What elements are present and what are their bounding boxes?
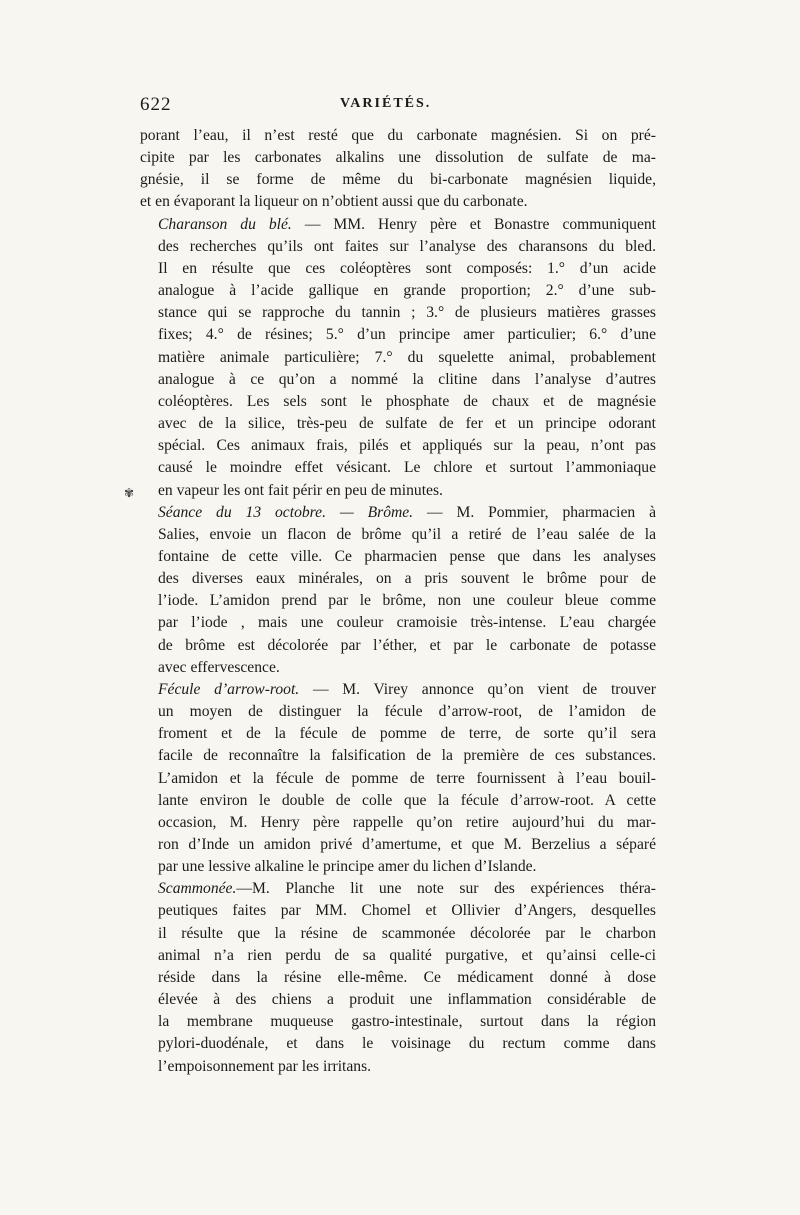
text-line bbox=[140, 302, 656, 324]
line-text: occasion, M. Henry père rappelle qu’on retire aujourd’hui du mar- bbox=[158, 813, 656, 831]
text-line bbox=[140, 324, 656, 346]
line-text: avec de la silice, très-peu de sulfate de fer et un principe odorant bbox=[158, 415, 656, 433]
line-text: lante environ le double de colle que la fécule d’arrow-root. A cette bbox=[158, 791, 656, 809]
line-text: analogue à l’acide gallique en grande proportion; 2.° d’une sub- bbox=[158, 282, 656, 300]
line-text: coléoptères. Les sels sont le phosphate de chaux et de magnésie bbox=[158, 392, 656, 410]
line-text: fixes; 4.° de résines; 5.° d’un principe amer particulier; 6.° d’une bbox=[158, 326, 656, 344]
line-text: de brôme est décolorée par l’éther, et par le carbonate de potasse bbox=[158, 636, 656, 654]
text-line bbox=[140, 1033, 656, 1055]
body-text bbox=[140, 125, 656, 1078]
line-text: Salies, envoie un flacon de brôme qu’il a retiré de l’eau salée de la bbox=[158, 525, 656, 543]
printer-mark-icon: ✾ bbox=[124, 486, 135, 500]
line-text: l’empoisonnement par les irritans. bbox=[158, 1057, 372, 1075]
line-text: la membrane muqueuse gastro-intestinale, surtout dans la région bbox=[158, 1013, 656, 1031]
text-line bbox=[140, 723, 656, 745]
line-text: un moyen de distinguer la fécule d’arrow-root, de l’amidon de bbox=[158, 703, 656, 721]
text-line bbox=[140, 945, 656, 967]
text-line bbox=[140, 834, 656, 856]
text-line bbox=[140, 369, 656, 391]
line-text: Il en résulte que ces coléoptères sont composés: 1.° d’un acide bbox=[158, 259, 656, 277]
line-text: — MM. Henry père et Bonastre communiquent bbox=[291, 215, 656, 233]
text-line bbox=[140, 169, 656, 191]
paragraph bbox=[140, 878, 656, 1077]
text-line bbox=[140, 1056, 656, 1078]
line-text: élevée à des chiens a produit une inflammation considérable de bbox=[158, 991, 656, 1009]
text-line bbox=[140, 480, 656, 502]
text-line bbox=[140, 147, 656, 169]
text-line bbox=[140, 391, 656, 413]
line-text: — M. Pommier, pharmacien à bbox=[413, 503, 657, 521]
text-line bbox=[140, 590, 656, 612]
section-lead: Scammonée. bbox=[158, 880, 237, 898]
line-text: —M. Planche lit une note sur des expériences théra- bbox=[236, 880, 656, 898]
text-line bbox=[140, 812, 656, 834]
line-text: peutiques faites par MM. Chomel et Ollivier d’Angers, desquelles bbox=[158, 902, 656, 920]
section-lead: Séance du 13 octobre. — Brôme. bbox=[158, 503, 414, 521]
line-text: pylori-duodénale, et dans le voisinage du rectum comme dans bbox=[158, 1035, 656, 1053]
line-text: porant l’eau, il n’est resté que du carbonate magnésien. Si on pré- bbox=[140, 127, 656, 144]
text-line bbox=[140, 923, 656, 945]
text-line bbox=[140, 568, 656, 590]
text-line bbox=[140, 768, 656, 790]
text-line bbox=[140, 1011, 656, 1033]
line-text: en vapeur les ont fait périr en peu de minutes. bbox=[158, 481, 443, 499]
line-text: et en évaporant la liqueur on n’obtient aussi que du carbonate. bbox=[140, 193, 528, 211]
text-line bbox=[140, 635, 656, 657]
text-line bbox=[140, 612, 656, 634]
text-line bbox=[140, 125, 656, 147]
line-text: froment et de la fécule de pomme de terre, de sorte qu’il sera bbox=[158, 725, 656, 743]
text-line bbox=[140, 258, 656, 280]
text-line bbox=[140, 856, 656, 878]
line-text: causé le moindre effet vésicant. Le chlore et surtout l’ammoniaque bbox=[158, 459, 656, 477]
paragraph bbox=[140, 214, 656, 502]
text-line bbox=[140, 657, 656, 679]
line-text: des diverses eaux minérales, on a pris souvent le brôme pour de bbox=[158, 570, 656, 588]
line-text: spécial. Ces animaux frais, pilés et appliqués sur la peau, n’ont pas bbox=[158, 437, 656, 455]
running-head bbox=[140, 94, 660, 118]
line-text: avec effervescence. bbox=[158, 658, 280, 676]
page-number: 622 bbox=[140, 94, 172, 115]
line-text: il résulte que la résine de scammonée décolorée par le charbon bbox=[158, 924, 656, 942]
line-text: ron d’Inde un amidon privé d’amertume, et que M. Berzelius a séparé bbox=[158, 836, 656, 853]
text-line bbox=[140, 347, 656, 369]
line-text: stance qui se rapproche du tannin ; 3.° de plusieurs matières grasses bbox=[158, 304, 656, 322]
text-line bbox=[140, 900, 656, 922]
paragraph bbox=[140, 502, 656, 679]
text-line bbox=[140, 457, 656, 479]
line-text: fontaine de cette ville. Ce pharmacien pense que dans les analyses bbox=[158, 547, 656, 565]
text-line bbox=[140, 280, 656, 302]
text-line bbox=[140, 413, 656, 435]
line-text: par une lessive alkaline le principe amer du lichen d’Islande. bbox=[158, 858, 537, 876]
text-line bbox=[140, 546, 656, 568]
text-line bbox=[140, 790, 656, 812]
text-line bbox=[140, 524, 656, 546]
text-line bbox=[140, 967, 656, 989]
section-lead: Charanson du blé. bbox=[158, 215, 292, 233]
text-line bbox=[140, 701, 656, 723]
text-line bbox=[140, 236, 656, 258]
text-line bbox=[140, 191, 656, 213]
paragraph bbox=[140, 125, 656, 214]
line-text: analogue à ce qu’on a nommé la clitine dans l’analyse d’autres bbox=[158, 370, 656, 388]
line-text: L’amidon et la fécule de pomme de terre fournissent à l’eau bouil- bbox=[158, 769, 656, 787]
paragraph bbox=[140, 679, 656, 878]
text-line bbox=[140, 214, 656, 236]
text-line bbox=[140, 989, 656, 1011]
text-line bbox=[140, 502, 656, 524]
line-text: cipite par les carbonates alkalins une dissolution de sulfate de ma- bbox=[140, 149, 656, 167]
text-line bbox=[140, 745, 656, 767]
running-title: VARIÉTÉS. bbox=[340, 96, 432, 111]
text-line bbox=[140, 435, 656, 457]
line-text: — M. Virey annonce qu’on vient de trouver bbox=[299, 680, 656, 698]
line-text: réside dans la résine elle-même. Ce médicament donné à dose bbox=[158, 968, 656, 986]
text-line bbox=[140, 878, 656, 900]
line-text: animal n’a rien perdu de sa qualité purgative, et qu’ainsi celle-ci bbox=[158, 946, 656, 964]
text-line bbox=[140, 679, 656, 701]
line-text: des recherches qu’ils ont faites sur l’analyse des charansons du bled. bbox=[158, 237, 656, 255]
line-text: matière animale particulière; 7.° du squelette animal, probablement bbox=[158, 348, 656, 366]
line-text: facile de reconnaître la falsification de la première de ces substances. bbox=[158, 747, 656, 765]
line-text: gnésie, il se forme de même du bi-carbonate magnésien liquide, bbox=[140, 171, 656, 189]
section-lead: Fécule d’arrow-root. bbox=[158, 680, 300, 698]
line-text: l’iode. L’amidon prend par le brôme, non une couleur bleue comme bbox=[158, 592, 656, 610]
line-text: par l’iode , mais une couleur cramoisie très-intense. L’eau chargée bbox=[158, 614, 656, 632]
